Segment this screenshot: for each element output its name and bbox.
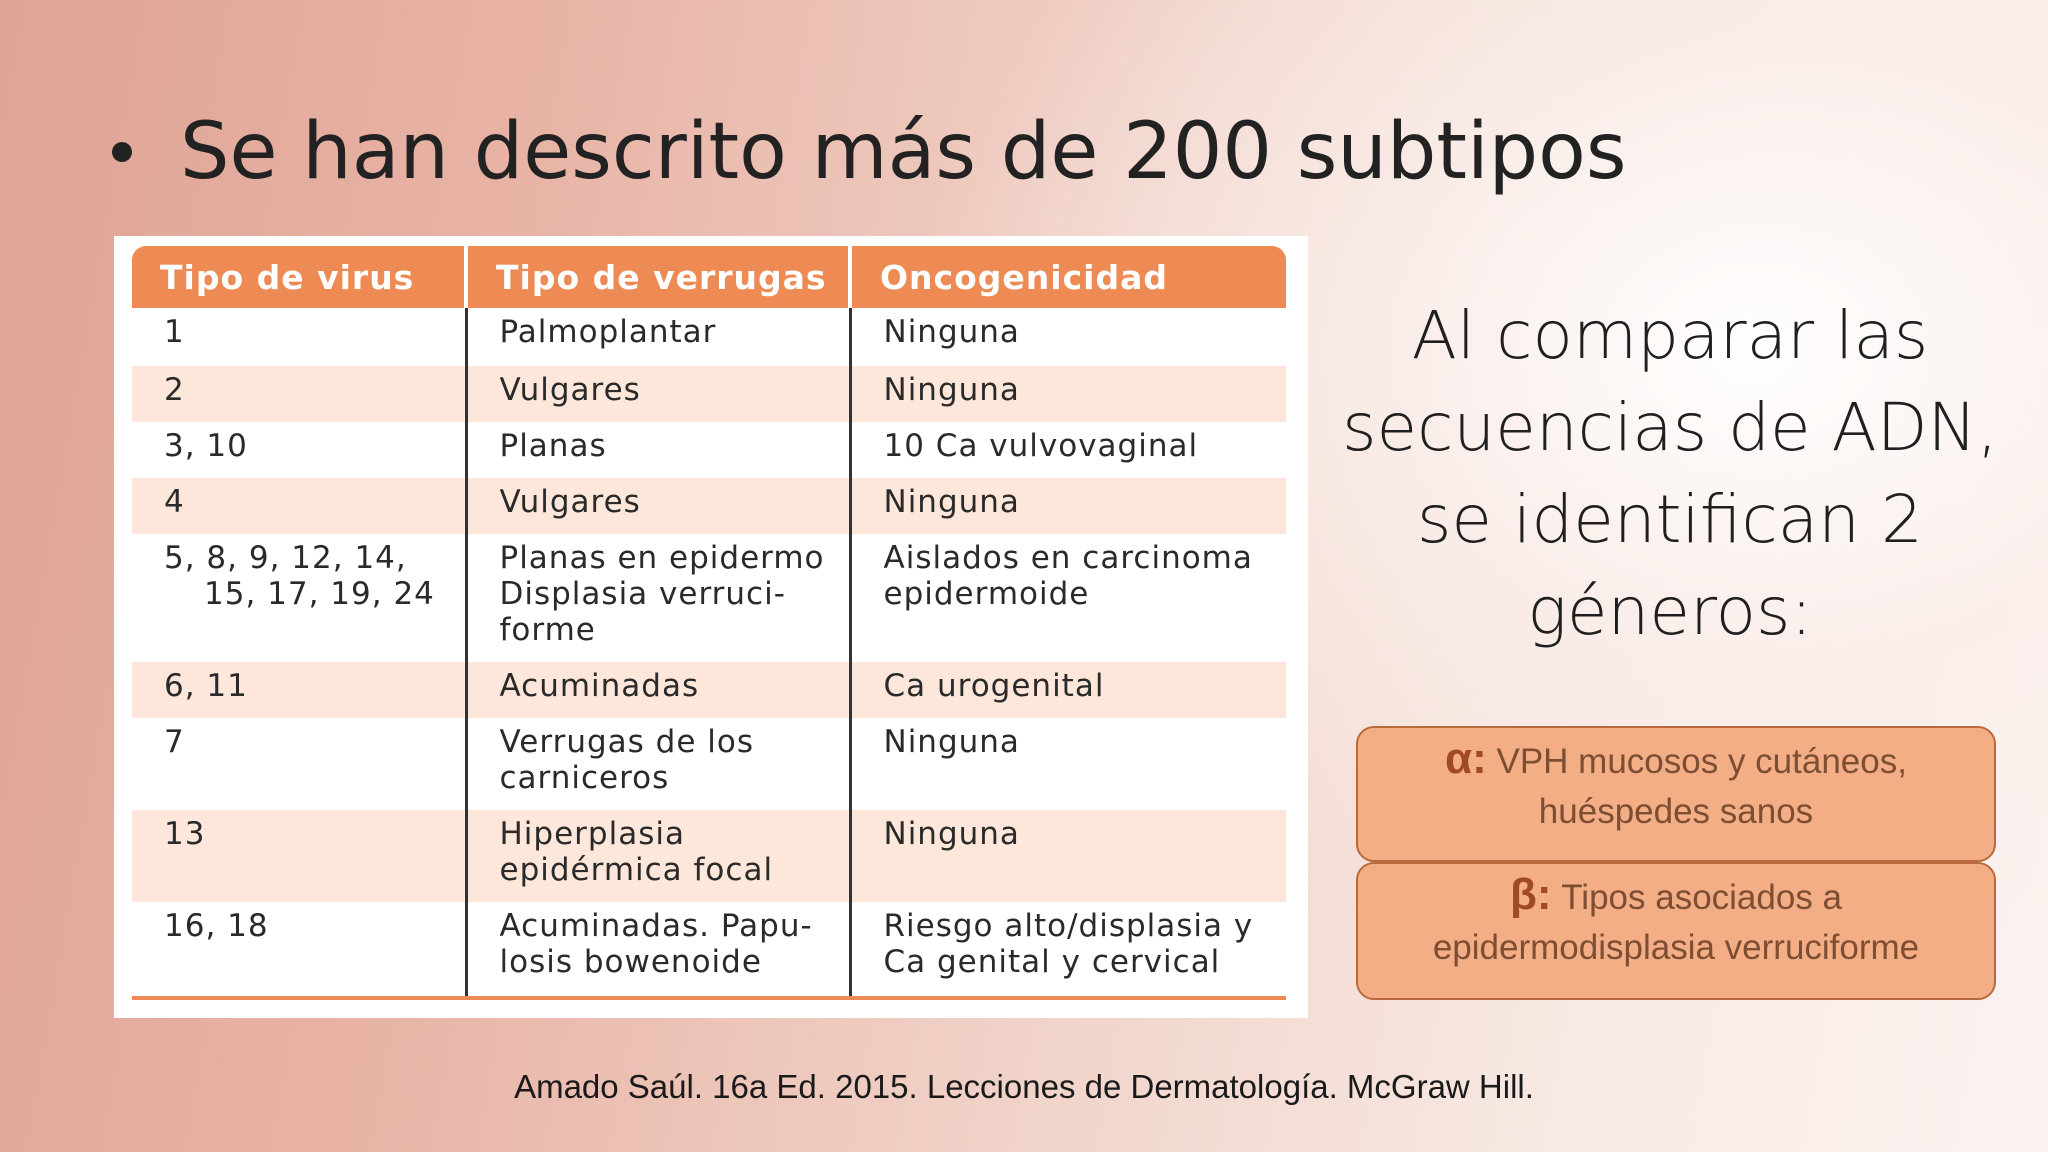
cell-line: 15, 17, 19, 24 xyxy=(204,576,435,612)
cell-virus-type: 6, 11 xyxy=(132,662,466,718)
cell-line: Acuminadas. Papu- xyxy=(499,908,813,944)
col-header-wart-type: Tipo de verrugas xyxy=(466,246,850,308)
cell-wart-type: Planas xyxy=(466,422,850,478)
table-row xyxy=(132,478,1286,534)
cell-wart-type xyxy=(466,902,850,998)
col-header-oncogenicity: Oncogenicidad xyxy=(850,246,1286,308)
alpha-genus-line1 xyxy=(1358,734,1994,787)
cell-wart-type xyxy=(466,718,850,810)
cell-virus-type xyxy=(132,534,466,662)
cell-oncogenicity: Ca urogenital xyxy=(850,662,1286,718)
cell-wart-type: Vulgares xyxy=(466,478,850,534)
hpv-types-table xyxy=(132,246,1286,1000)
beta-genus-line1 xyxy=(1358,870,1994,923)
heading-text: Se han descrito más de 200 subtipos xyxy=(180,107,1627,197)
cell-oncogenicity xyxy=(850,902,1286,998)
cell-virus-type: 7 xyxy=(164,724,185,760)
side-text-line: géneros: xyxy=(1527,573,1813,650)
table-row xyxy=(132,810,1286,902)
side-text-line: se identifican 2 xyxy=(1417,481,1923,558)
cell-virus-type: 16, 18 xyxy=(132,902,466,998)
cell-virus-type: 4 xyxy=(132,478,466,534)
alpha-description: VPH mucosos y cutáneos, xyxy=(1496,742,1907,781)
cell-oncogenicity: Ninguna xyxy=(850,718,1286,810)
cell-virus-type: 1 xyxy=(164,314,185,350)
side-text-line: Al comparar las xyxy=(1411,297,1929,374)
cell-oncogenicity: Ninguna xyxy=(850,810,1286,902)
table-row xyxy=(132,902,1286,998)
alpha-genus-box xyxy=(1356,726,1996,862)
alpha-genus-line2: huéspedes sanos xyxy=(1538,792,1814,831)
cell-line: Ca genital y cervical xyxy=(883,944,1221,980)
cell-virus-type: 2 xyxy=(132,366,466,422)
cell-wart-type xyxy=(466,810,850,902)
cell-oncogenicity xyxy=(850,534,1286,662)
alpha-symbol: α: xyxy=(1445,734,1487,783)
cell-oncogenicity: Ninguna xyxy=(850,308,1286,366)
beta-symbol: β: xyxy=(1509,870,1552,919)
cell-wart-type xyxy=(466,534,850,662)
beta-genus-box xyxy=(1356,862,1996,1000)
dna-comparison-text xyxy=(1340,290,2000,658)
cell-line: Aislados en carcinoma xyxy=(883,540,1253,576)
cell-line: Planas en epidermo xyxy=(499,540,825,576)
cell-line: Hiperplasia xyxy=(499,816,685,852)
beta-description: Tipos asociados a xyxy=(1561,878,1843,917)
side-text-line: secuencias de ADN, xyxy=(1342,389,1998,466)
table-row xyxy=(132,534,1286,662)
cell-oncogenicity: 10 Ca vulvovaginal xyxy=(850,422,1286,478)
hpv-table-image xyxy=(114,236,1308,1018)
cell-wart-type: Palmoplantar xyxy=(466,308,850,366)
table-row xyxy=(132,308,1286,366)
table-row xyxy=(132,366,1286,422)
cell-oncogenicity: Ninguna xyxy=(850,478,1286,534)
cell-line: Displasia verruci- xyxy=(499,576,786,612)
table-row xyxy=(132,662,1286,718)
cell-line: Riesgo alto/displasia y xyxy=(883,908,1254,944)
table-row xyxy=(132,718,1286,810)
citation: Amado Saúl. 16a Ed. 2015. Lecciones de Dermatología. McGraw Hill. xyxy=(514,1068,1534,1105)
cell-line: 5, 8, 9, 12, 14, xyxy=(164,540,407,576)
table-header-row xyxy=(132,246,1286,308)
cell-oncogenicity: Ninguna xyxy=(850,366,1286,422)
bullet-dot-icon xyxy=(112,142,132,162)
cell-wart-type: Acuminadas xyxy=(466,662,850,718)
cell-line: losis bowenoide xyxy=(499,944,762,980)
main-bullet xyxy=(112,92,1627,212)
cell-wart-type: Vulgares xyxy=(466,366,850,422)
beta-genus-line2: epidermodisplasia verruciforme xyxy=(1432,928,1920,967)
cell-line: carniceros xyxy=(499,760,670,796)
cell-line: epidermoide xyxy=(883,576,1090,612)
cell-virus-type: 13 xyxy=(132,810,466,902)
col-header-virus-type: Tipo de virus xyxy=(132,246,466,308)
cell-virus-type: 3, 10 xyxy=(164,428,248,464)
table-row xyxy=(132,422,1286,478)
cell-line: epidérmica focal xyxy=(499,852,774,888)
cell-line: forme xyxy=(499,612,596,648)
cell-line: Verrugas de los xyxy=(499,724,754,760)
